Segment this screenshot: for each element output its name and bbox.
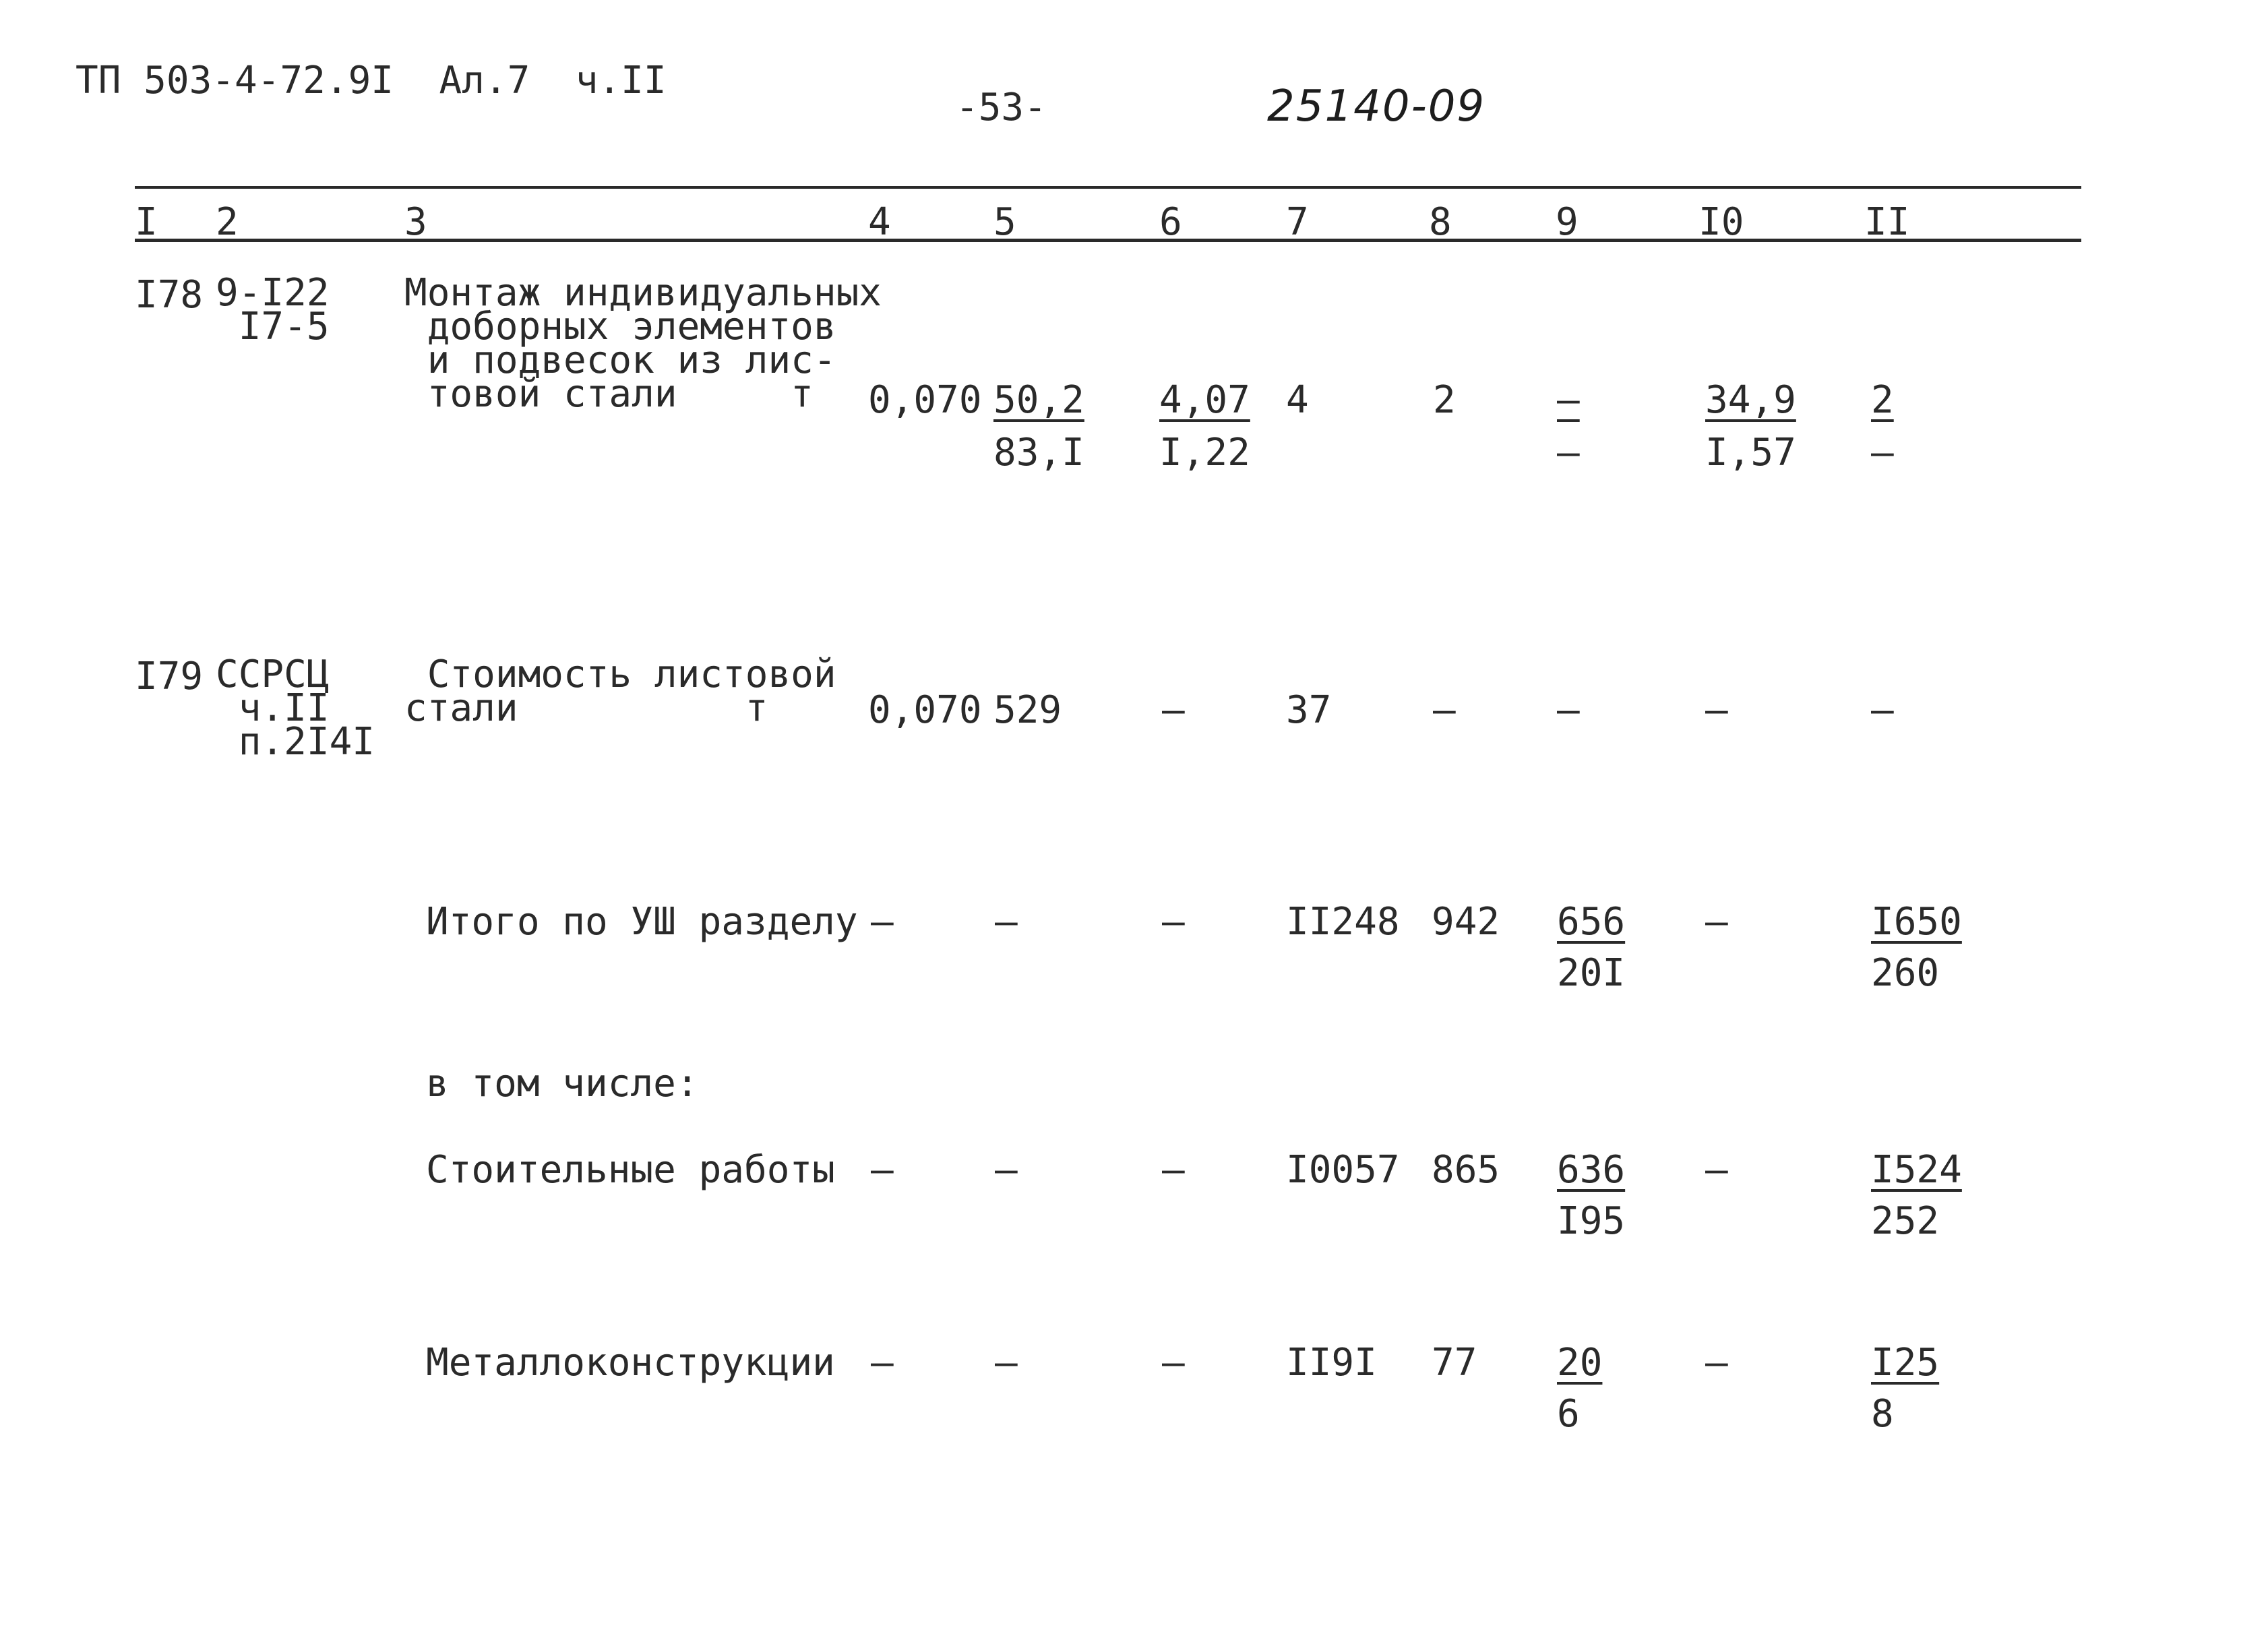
col11-bottom-value: – [1871,431,1894,475]
col11-bottom-value: 8 [1871,1392,1894,1436]
table-top-rule [135,186,2081,189]
col9-bottom-value: – [1557,431,1580,475]
quantity: 0,070 [868,688,982,732]
document-code: ТП 503-4-72.9I Ал.7 ч.II [75,59,667,102]
col5-top-value: 50,2 [993,378,1084,422]
page-number: -53- [956,86,1047,129]
col11-top-value: I650 [1871,900,1962,944]
col11-bottom-value: 260 [1871,951,1940,995]
including-label: в том числе: [426,1062,699,1106]
col9-bottom-value: 20I [1557,951,1626,995]
col5-bottom-value: 83,I [993,431,1084,475]
col10-value: – [1705,1341,1728,1385]
col7-value: II248 [1286,900,1400,944]
col10-value: – [1705,1148,1728,1192]
col4-value: – [871,1148,894,1192]
col8-value: 77 [1432,1341,1477,1385]
total-label: Стоительные работы [426,1148,835,1192]
col9-top-value: 20 [1557,1341,1603,1385]
col5-value: 529 [993,688,1062,732]
col8-value: 865 [1432,1148,1500,1192]
col9-value: – [1557,688,1580,732]
col9-top-value: – [1557,378,1580,422]
column-header-5: 5 [993,200,1016,244]
handwritten-registration-number: 25140-09 [1267,82,1486,131]
col10-value: – [1705,688,1728,732]
column-header-1: I [135,200,158,244]
norm-code: 9-I22 I7-5 [216,271,330,349]
col6-value: – [1162,1148,1185,1192]
row-number: I79 [135,655,204,698]
col11-top-value: 2 [1871,378,1894,422]
col10-bottom-value: I,57 [1705,431,1796,475]
norm-code: ССРСЦ ч.II п.2I4I [216,653,375,764]
col5-value: – [995,900,1018,944]
col9-top-value: 656 [1557,900,1626,944]
col6-value: – [1162,688,1185,732]
row-number: I78 [135,273,204,317]
col6-bottom-value: I,22 [1159,431,1250,475]
col11-bottom-value: 252 [1871,1199,1940,1243]
total-label: Металлоконструкции [426,1341,835,1385]
col4-value: – [871,1341,894,1385]
col9-bottom-value: I95 [1557,1199,1626,1243]
column-header-2: 2 [216,200,239,244]
column-header-7: 7 [1286,200,1309,244]
col7-value: 37 [1286,688,1332,732]
quantity: 0,070 [868,378,982,422]
col6-value: – [1162,1341,1185,1385]
col8-value: 942 [1432,900,1500,944]
col10-top-value: 34,9 [1705,378,1796,422]
column-header-6: 6 [1159,200,1182,244]
column-header-9: 9 [1556,200,1579,244]
col5-value: – [995,1341,1018,1385]
col5-value: – [995,1148,1018,1192]
work-description: Стоимость листовой стали т [404,653,836,730]
col8-value: 2 [1433,378,1456,422]
col11-value: – [1871,688,1894,732]
col8-value: – [1433,688,1456,732]
col6-top-value: 4,07 [1159,378,1250,422]
work-description: Монтаж индивидуальных доборных элементов и подвесок из лис- товой стали т [404,271,882,416]
total-label: Итого по УШ разделу [426,900,858,944]
column-header-3: 3 [404,200,427,244]
column-header-8: 8 [1429,200,1452,244]
col10-value: – [1705,900,1728,944]
col9-bottom-value: 6 [1557,1392,1580,1436]
column-header-11: II [1864,200,1910,244]
col4-value: – [871,900,894,944]
column-header-10: I0 [1698,200,1744,244]
col7-value: II9I [1286,1341,1377,1385]
col11-top-value: I524 [1871,1148,1962,1192]
col9-top-value: 636 [1557,1148,1626,1192]
col11-top-value: I25 [1871,1341,1940,1385]
col7-value: 4 [1286,378,1309,422]
col7-value: I0057 [1286,1148,1400,1192]
col6-value: – [1162,900,1185,944]
column-header-4: 4 [868,200,891,244]
